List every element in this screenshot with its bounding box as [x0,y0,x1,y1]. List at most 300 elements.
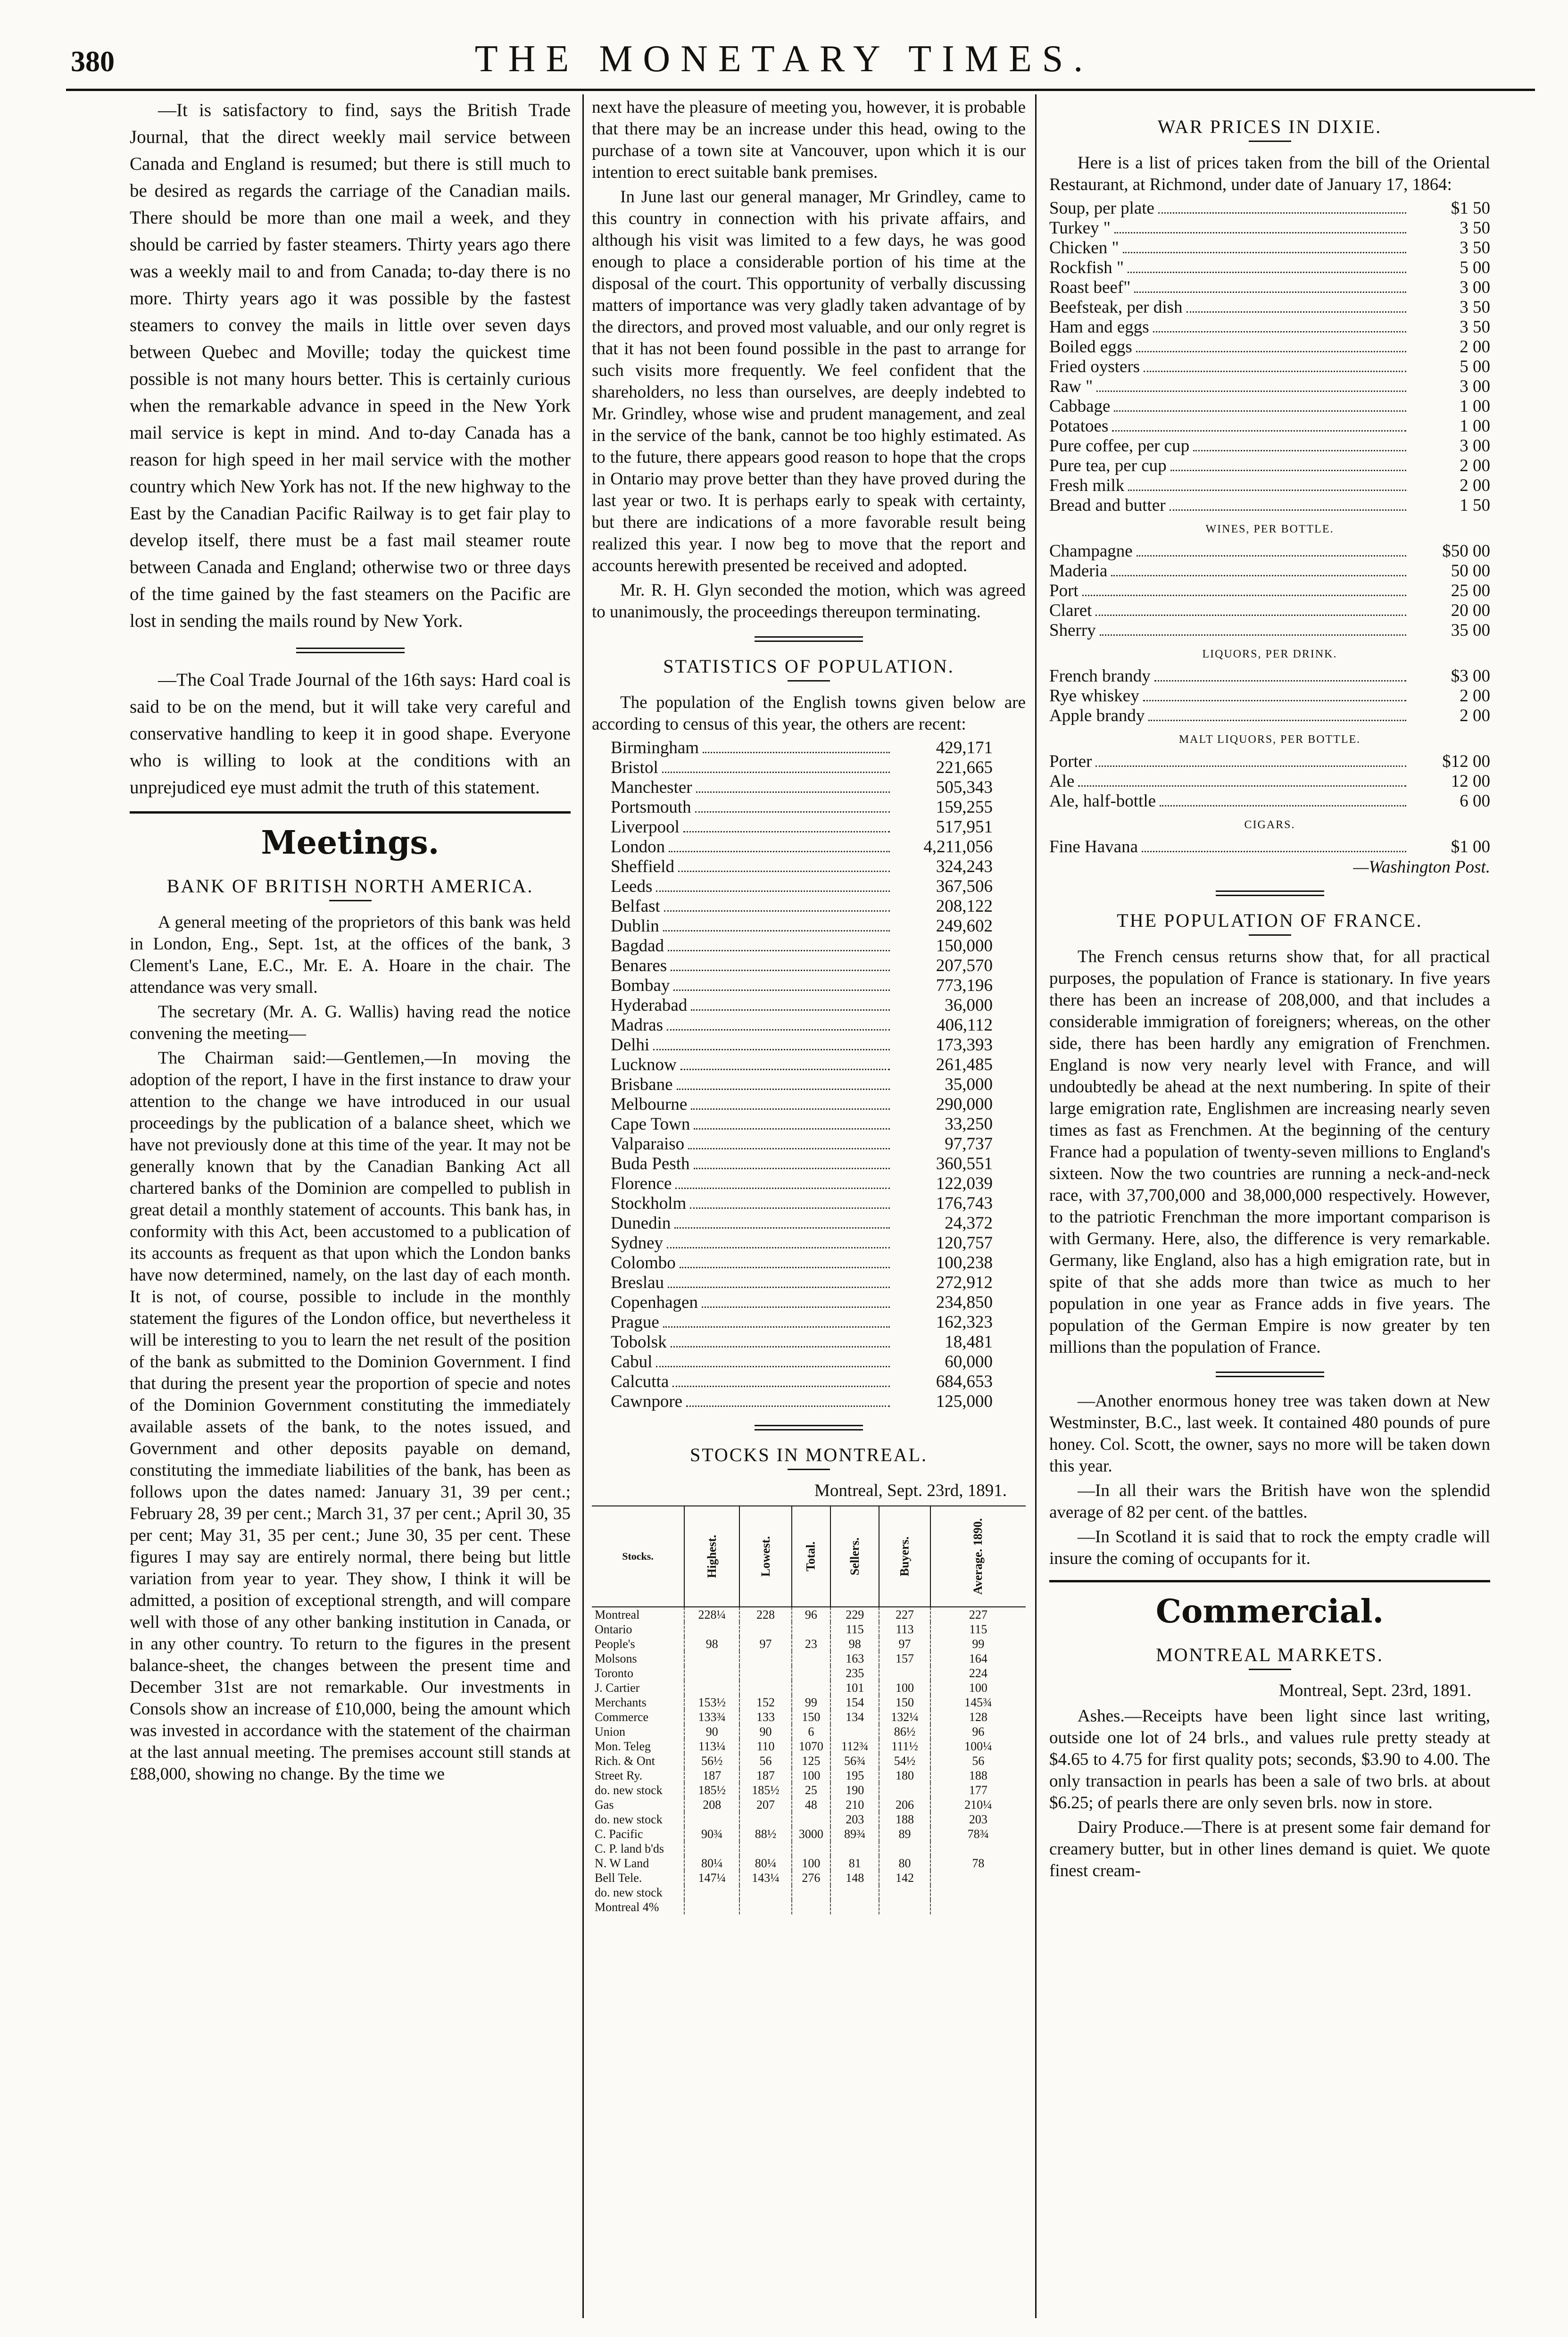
stock-row [592,1900,1026,1914]
population-row-value: 221,665 [936,758,993,777]
bank-article-title: BANK OF BRITISH NORTH AMERICA. [166,875,534,897]
population-row-label: Colombo [611,1253,676,1272]
dot-leader [680,1267,890,1268]
price-row-label: Apple brandy [1049,706,1145,725]
stock-value: 195 [830,1768,879,1783]
header-rule [66,89,1535,91]
stock-row [592,1827,1026,1841]
coal-trade-article: —The Coal Trade Journal of the 16th says: Hard coal is said to be on the mend, but it will take very careful and conservative handling to keep it in good shape. Everyone who is willing to look at the conditions with an unprejudiced eye must admit the truth of this statement. [130,670,571,798]
title-rule [1249,934,1291,936]
price-row [1049,218,1490,238]
stock-value: 153½ [684,1695,739,1710]
honey-tree-brief: —Another enormous honey tree was taken down at New Westminster, B.C., last week. It contained 480 pounds of pure honey. Col. Scott, the owner, says no more will be taken down this year. [1049,1391,1490,1476]
dot-leader [680,1069,890,1070]
population-row-value: 60,000 [945,1352,993,1372]
dot-leader [694,1168,890,1169]
population-row-value: 122,039 [936,1174,993,1193]
population-row [611,1332,993,1352]
population-row [611,1174,993,1194]
dot-leader [702,1306,890,1308]
dot-leader [1134,291,1406,293]
stock-value: 210 [830,1797,879,1812]
population-row [611,897,993,916]
price-row-value: 35 00 [1451,621,1490,640]
cigar-price-list [1049,837,1490,857]
population-row [611,857,993,877]
stock-column-header [879,1506,930,1607]
population-row-value: 208,122 [936,897,993,916]
stock-name: C. Pacific [595,1827,643,1841]
stock-value [684,1651,739,1666]
population-row-label: Buda Pesth [611,1154,690,1173]
dot-leader [1078,785,1406,787]
dot-leader [672,1386,890,1387]
price-row-label: Bread and butter [1049,496,1166,515]
price-row-label: Fried oysters [1049,357,1140,376]
population-row [611,1134,993,1154]
population-row-value: 234,850 [936,1293,993,1312]
title-rule [1249,141,1291,142]
population-row [611,996,993,1015]
population-row-value: 120,757 [936,1233,993,1253]
price-row [1049,791,1490,811]
population-row-label: Lucknow [611,1055,677,1074]
price-row-value: 5 00 [1460,357,1490,376]
price-row-value: 50 00 [1451,561,1490,581]
stock-value: 78¾ [930,1827,1026,1841]
stock-value [830,1724,879,1739]
population-row-value: 176,743 [936,1194,993,1213]
stock-value: 150 [792,1710,831,1724]
population-row-label: London [611,837,665,857]
population-row-value: 429,171 [936,738,993,757]
population-row-value: 159,255 [936,798,993,817]
dot-leader [1082,595,1406,596]
stock-name: Gas [595,1797,614,1812]
dot-leader [1100,634,1406,636]
price-row [1049,706,1490,726]
stock-name: Street Ry. [595,1768,643,1782]
price-row [1049,397,1490,416]
price-row-label: Sherry [1049,621,1096,640]
stock-value: 163 [830,1651,879,1666]
price-row [1049,621,1490,640]
population-row-label: Calcutta [611,1372,669,1391]
stock-name: Union [595,1724,625,1738]
population-row-value: 261,485 [936,1055,993,1074]
bank-paragraph: The secretary (Mr. A. G. Wallis) having read the notice convening the meeting— [130,1002,571,1043]
dairy-report: Dairy Produce.—There is at present some fair demand for creamery butter, but in other lines demand is quiet. We quote finest cream- [1049,1818,1490,1880]
population-row-label: Breslau [611,1273,664,1292]
bank-paragraph: A general meeting of the proprietors of this bank was held in London, Eng., Sept. 1st, at the offices of the bank, 3 Clement's Lane, E.C., Mr. E. A. Hoare in the chair. The attendance was very small. [130,913,571,997]
population-row-label: Birmingham [611,738,699,757]
stock-value [739,1812,791,1827]
stock-value: 80¼ [739,1856,791,1871]
population-row-value: 406,112 [937,1015,993,1035]
stock-column-header [792,1506,831,1607]
wine-price-list [1049,541,1490,640]
stock-value: 56 [739,1754,791,1768]
price-row-value: 2 00 [1460,456,1490,475]
population-intro: The population of the English towns given below are according to census of this year, the others are recent: [592,693,1026,734]
dot-leader [671,1346,890,1347]
dot-leader [1136,351,1406,352]
dot-leader [1114,410,1406,412]
stock-name: Montreal [595,1607,640,1622]
stock-row [592,1871,1026,1885]
price-row-label: Beefsteak, per dish [1049,298,1183,317]
stock-column-label: Average. 1890. [971,1518,985,1595]
stock-value: 90 [684,1724,739,1739]
price-row-label: Roast beef" [1049,278,1131,297]
dot-leader [667,1029,890,1031]
stock-column-label: Total. [804,1541,818,1572]
population-row-value: 290,000 [936,1095,993,1114]
stock-value: 110 [739,1739,791,1754]
section-rule [1216,890,1324,896]
liquors-subtitle: LIQUORS, PER DRINK. [1202,648,1337,660]
population-row-value: 517,951 [936,817,993,837]
price-row [1049,561,1490,581]
dot-leader [668,1287,890,1288]
price-row-label: Claret [1049,601,1092,620]
population-row [611,1035,993,1055]
price-row-value: 1 00 [1460,397,1490,416]
bank-paragraph: The Chairman said:—Gentlemen,—In moving the adoption of the report, I have in the first instance to draw your attention to the change we have introduced in our usual proceedings by the publication of a balance sheet, which we have not previously done at this time of the year. It may not be generally known that by the Canadian Banking Act all chartered banks of the Dominion are compelled to publish in great detail a monthly statement of accounts. This bank has, in conformity with this Act, been accustomed to a publication of its accounts as frequent as that upon which the London banks have now determined, namely, on the last day of each month. It is not, of course, possible to include in the monthly statement the figures of the London office, but nevertheless it will be interesting to you to learn the net result of the position of the bank as submitted to the Dominion Government. I find that during the present year the proportion of specie and notes of the Dominion Government constituting the immediately available assets of the bank, to the notes issued, and Government and other deposits payable on demand, constituting the immediate liabilities of the bank, has been as follows upon the dates named: January 31, 39 per cent.; February 28, 39 per cent.; March 31, 37 per cent.; April 30, 35 per cent; May 31, 35 per cent.; June 30, 35 per cent. These figures I may say are entirely normal, there being but little variation from year to year. They show, I think it will be admitted, a position of exceptional strength, and will compare well with those of any other banking institution in Canada, or in any other country. To return to the figures in the present balance-sheet, the changes between the present time and December 31st are not remarkable. Our investments in Consols show an increase of £10,000, being the amount which was invested in accordance with the statement of the chairman at the last annual meeting. The premises account still stands at £88,000, showing no change. By the time we [130,1048,571,1784]
dot-leader [678,871,890,872]
price-row [1049,456,1490,476]
stock-value: 208 [684,1797,739,1812]
population-row-label: Prague [611,1313,659,1332]
price-row-value: $3 00 [1451,666,1490,686]
section-rule [755,636,863,642]
price-row [1049,436,1490,456]
stock-value: 97 [879,1637,930,1651]
stock-value [684,1680,739,1695]
mail-service-article: —It is satisfactory to find, says the British Trade Journal, that the direct weekly mail service between Canada and England is resumed; but there is still much to be desired as regards the carriage of the Canadian mails. There should be more than one mail a week, and they should be carried by faster steamers. Thirty years ago there was a weekly mail to and from Canada; to-day there is no more. Thirty years ago it was possible by the fastest steamers to convey the mails in little over seven days between Quebec and Moville; today the quickest time possible is not many hours better. This is certainly curious when the remarkable advance in speed in the New York mail service is kept in mind. And to-day Canada has a reason for high speed in her mail service with the mother country which New York has not. If the new highway to the East by the Canadian Pacific Railway is to get fair play to develop itself, there must be a fast mail steamer route between Canada and England; otherwise two or three days of the time gained by the fast steamers on the Pacific are lost in sending the mails round by New York. [130,100,571,631]
dot-leader [1186,311,1406,313]
stock-value: 100 [792,1768,831,1783]
stock-value: 227 [879,1607,930,1622]
population-row-label: Melbourne [611,1095,688,1114]
population-row-label: Tobolsk [611,1332,667,1352]
stock-value: 81 [830,1856,879,1871]
price-row-value: 3 50 [1460,317,1490,337]
dot-leader [1153,331,1406,333]
price-row-label: Port [1049,581,1079,600]
stock-value: 1070 [792,1739,831,1754]
dot-leader [656,1366,890,1367]
stock-value: 56 [930,1754,1026,1768]
stock-value: 276 [792,1871,831,1885]
stock-value: 154 [830,1695,879,1710]
dot-leader [1128,490,1406,491]
population-row-label: Cabul [611,1352,653,1372]
stock-value: 133¾ [684,1710,739,1724]
title-rule [788,1469,830,1470]
stock-value [739,1651,791,1666]
dot-leader [695,811,890,813]
population-row-label: Benares [611,956,667,975]
stock-column-header [739,1506,791,1607]
price-row [1049,476,1490,496]
stock-row [592,1680,1026,1695]
meetings-heading: Meetings. [261,824,440,862]
dot-leader [663,930,890,931]
stock-value [792,1812,831,1827]
price-row-label: Fresh milk [1049,476,1125,495]
price-row-label: Turkey " [1049,218,1111,238]
population-row-value: 24,372 [945,1214,993,1233]
markets-date: Montreal, Sept. 23rd, 1891. [1279,1681,1471,1700]
stocks-table [592,1505,1026,1914]
population-row-label: Dublin [611,916,659,936]
population-list [592,738,1026,1412]
stock-value: 228 [739,1607,791,1622]
stock-value [930,1885,1026,1900]
price-row-label: Rockfish " [1049,258,1124,277]
dot-leader [1193,450,1406,451]
population-row-label: Bagdad [611,936,664,956]
population-row-label: Hyderabad [611,996,688,1015]
price-row-value: $50 00 [1442,541,1490,561]
stock-value [739,1680,791,1695]
stock-value [739,1841,791,1856]
price-row [1049,317,1490,337]
price-row [1049,377,1490,397]
stock-value: 227 [930,1607,1026,1622]
stock-value: 6 [792,1724,831,1739]
stock-value [792,1622,831,1637]
stock-value [830,1885,879,1900]
stock-value [830,1900,879,1914]
dot-leader [1128,272,1406,273]
price-row [1049,581,1490,601]
dot-leader [1137,555,1406,557]
stock-row [592,1607,1026,1622]
stock-row [592,1666,1026,1680]
population-row-value: 33,250 [945,1114,993,1134]
stock-row [592,1768,1026,1783]
stock-row [592,1783,1026,1797]
price-row [1049,666,1490,686]
cigars-subtitle: CIGARS. [1244,819,1295,831]
price-row-value: 2 00 [1460,706,1490,725]
price-row [1049,416,1490,436]
price-row [1049,541,1490,561]
stock-row [592,1812,1026,1827]
population-row [611,817,993,837]
stock-value: 78 [930,1856,1026,1871]
dot-leader [677,1089,890,1090]
population-row [611,1015,993,1035]
france-title: THE POPULATION OF FRANCE. [1117,910,1423,931]
dot-leader [703,752,890,753]
stock-value: 54½ [879,1754,930,1768]
stock-value: 80 [879,1856,930,1871]
page-number: 380 [71,46,115,78]
population-row-label: Valparaiso [611,1134,685,1154]
price-row [1049,496,1490,516]
bank-continued: In June last our general manager, Mr Grindley, came to this country in connection with his private affairs, and although his visit was limited to a few days, he was good enough to place a considerable portion of his time at the disposal of the court. This opportunity of verbally discussing matters of importance was very gladly taken advantage of by the directors, and proved most valuable, and our only regret is that it has not been found possible in the past to arrange for such visits more frequently. We feel confident that the shareholders, no less than ourselves, are deeply indebted to Mr. Grindley, whose wise and prudent management, and zeal in the service of the bank, cannot be too highly estimated. As to the future, there appears good reason to hope that the crops in Ontario may prove better than they have proved during the last year or two. It is perhaps early to speak with certainty, but there are indications of a more favorable result being realized this year. I now beg to move that the report and accounts herewith presented be received and adopted. [592,187,1026,575]
dot-leader [1144,371,1406,372]
stock-name: Ontario [595,1622,632,1636]
price-row-label: Soup, per plate [1049,199,1154,218]
stock-value: 133 [739,1710,791,1724]
price-row-label: Boiled eggs [1049,337,1132,357]
dot-leader [1096,391,1406,392]
population-row-value: 207,570 [936,956,993,975]
stock-value: 142 [879,1871,930,1885]
population-row [611,956,993,976]
scotland-cradle-brief: —In Scotland it is said that to rock the empty cradle will insure the coming of occupants for it. [1049,1527,1490,1568]
malt-price-list [1049,752,1490,811]
stock-value: 147¼ [684,1871,739,1885]
stock-value [739,1885,791,1900]
price-row-value: 25 00 [1451,581,1490,600]
dot-leader [691,1009,890,1011]
price-row-value: 3 00 [1460,377,1490,396]
stock-value: 157 [879,1651,930,1666]
stock-name: Montreal 4% [595,1900,659,1914]
stock-name: do. new stock [595,1783,663,1797]
france-article: The French census returns show that, for all practical purposes, the population of France is stationary. In five years there has been an increase of 208,000, and that includes a considerable immigration of foreigners; whereas, on the other side, there has been hardly any emigration of Frenchmen. England is now very nearly level with France, and will undoubtedly be ahead at the next numbering. In spite of their large emigration rate, Englishmen are increasing nearly seven times as fast as Frenchmen. At the beginning of the century France had a population of twenty-seven millions to England's sixteen. Now the two countries are running a neck-and-neck race, with 37,700,000 and 38,000,000 respectively. However, to the patriotic Frenchman the more important comparison is with Germany. Here, also, the difference is very remarkable. Germany, like England, also has a high emigration rate, but in spite of that she adds more than twice as much to her population in one year as France adds in five years. The population of the German Empire is now greater by ten millions than the population of France. [1049,947,1490,1357]
population-row-label: Delhi [611,1035,650,1055]
wines-subtitle: WINES, PER BOTTLE. [1205,523,1334,535]
stock-value: 148 [830,1871,879,1885]
dot-leader [1114,232,1406,233]
population-row [611,877,993,897]
population-row-value: 162,323 [936,1313,993,1332]
dot-leader [694,1128,890,1130]
price-row-label: Ale [1049,772,1075,791]
price-row-value: 2 00 [1460,476,1490,495]
stock-row [592,1710,1026,1724]
stock-row [592,1695,1026,1710]
stock-name: C. P. land b'ds [595,1841,664,1855]
stock-value: 98 [684,1637,739,1651]
stock-name: Commerce [595,1710,649,1724]
population-row-label: Cawnpore [611,1392,683,1411]
stock-value: 150 [879,1695,930,1710]
population-row-value: 367,506 [936,877,993,896]
dot-leader [1111,575,1406,576]
population-row [611,1154,993,1174]
population-row [611,1233,993,1253]
population-row-label: Bombay [611,976,670,995]
population-row-label: Sydney [611,1233,663,1253]
stock-value: 115 [830,1622,879,1637]
stock-value [684,1885,739,1900]
stock-value [684,1812,739,1827]
stock-column-label: Buyers. [897,1536,912,1577]
stock-value [739,1900,791,1914]
title-rule [1249,1669,1291,1670]
price-row-label: Ham and eggs [1049,317,1149,337]
dot-leader [669,851,890,852]
stock-value [879,1885,930,1900]
stock-value: 203 [930,1812,1026,1827]
population-row-label: Cape Town [611,1114,690,1134]
population-row-value: 360,551 [936,1154,993,1173]
stock-value: 90 [739,1724,791,1739]
population-row-value: 35,000 [945,1075,993,1094]
population-row-label: Liverpool [611,817,680,837]
stock-value [792,1900,831,1914]
stock-column-header [684,1506,739,1607]
stock-value [792,1680,831,1695]
price-row-label: Ale, half-bottle [1049,791,1156,811]
stock-value: 177 [930,1783,1026,1797]
stock-value [684,1900,739,1914]
stock-value: 113¼ [684,1739,739,1754]
stock-value: 125 [792,1754,831,1768]
dot-leader [675,1188,890,1189]
dot-leader [673,990,890,991]
section-rule [296,648,405,653]
population-row-value: 505,343 [936,778,993,797]
price-row-value: 3 50 [1460,238,1490,258]
stock-column-label: Sellers. [847,1537,862,1576]
dot-leader [1143,700,1406,701]
stock-value: 187 [684,1768,739,1783]
dot-leader [688,1148,890,1149]
dot-leader [686,1406,890,1407]
bank-continued: next have the pleasure of meeting you, however, it is probable that there may be an increase under this head, owing to the purchase of a town site at Vancouver, upon which it is our intention to erect suitable bank premises. [592,98,1026,182]
population-row [611,1352,993,1372]
price-row-value: 3 00 [1460,278,1490,297]
section-rule [1216,1372,1324,1377]
stocks-date: Montreal, Sept. 23rd, 1891. [814,1481,1007,1500]
column-3 [1049,97,1490,2318]
price-row-value: 20 00 [1451,601,1490,620]
stock-name: Molsons [595,1651,637,1665]
price-row-label: Potatoes [1049,416,1109,436]
stock-value: 100 [930,1680,1026,1695]
stock-value: 206 [879,1797,930,1812]
stock-value: 224 [930,1666,1026,1680]
malt-subtitle: MALT LIQUORS, PER BOTTLE. [1178,733,1361,746]
dot-leader [662,772,890,773]
stock-value: 164 [930,1651,1026,1666]
stock-value: 111½ [879,1739,930,1754]
stock-value: 89¾ [830,1827,879,1841]
stock-value: 112¾ [830,1739,879,1754]
section-rule [755,1425,863,1430]
title-rule [788,680,830,682]
price-row-label: Champagne [1049,541,1133,561]
population-row [611,1214,993,1233]
price-row [1049,601,1490,621]
price-row-value: 2 00 [1460,337,1490,357]
dot-leader [1170,470,1406,471]
price-row-label: Rye whiskey [1049,686,1139,706]
dot-leader [690,1207,890,1209]
population-row-label: Leeds [611,877,653,896]
population-row [611,1095,993,1114]
dot-leader [1112,430,1406,432]
stock-row [592,1651,1026,1666]
population-row [611,1114,993,1134]
stock-value: 185½ [684,1783,739,1797]
war-prices-credit: —Washington Post. [1353,857,1490,877]
stock-column-label: Highest. [705,1535,719,1578]
dot-leader [668,950,890,951]
stock-value: 96 [930,1724,1026,1739]
stock-value [930,1900,1026,1914]
dot-leader [664,910,890,912]
price-row-value: 1 50 [1460,496,1490,515]
